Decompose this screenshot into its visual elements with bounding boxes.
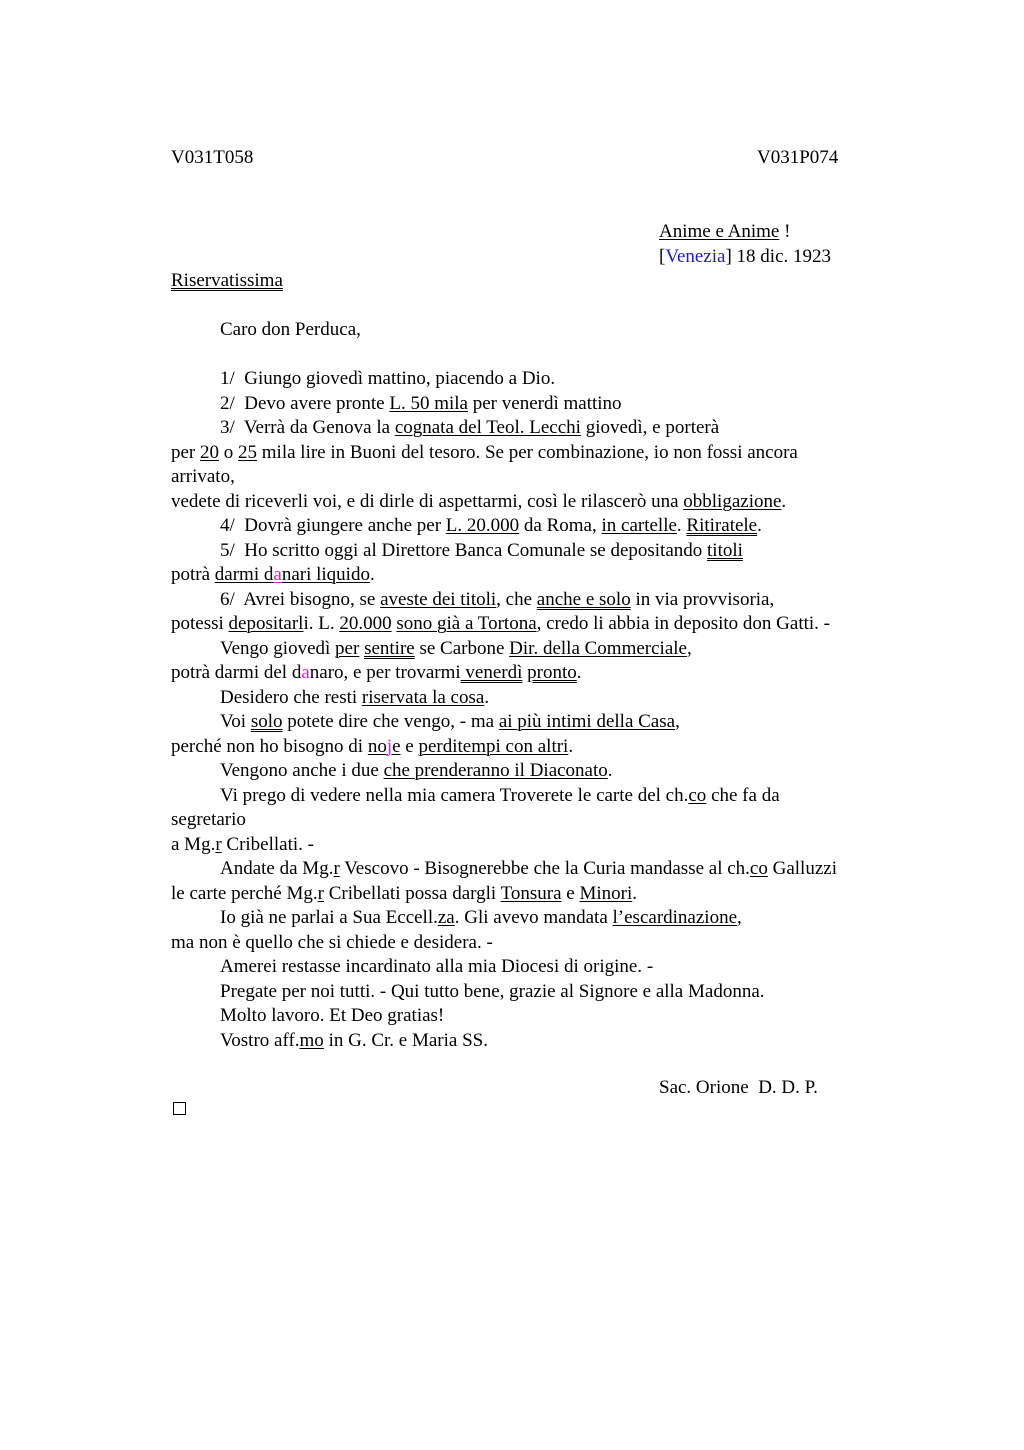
text-segment: .: [632, 882, 637, 904]
marked-text-segment: l’escardinazione: [612, 907, 737, 928]
marked-text-segment: e: [392, 735, 401, 757]
text-segment: o: [219, 441, 239, 463]
text-segment: [: [659, 245, 666, 267]
marked-text-segment: a: [273, 564, 282, 585]
text-segment: .: [369, 564, 375, 585]
text-segment: perché non ho bisogno di: [171, 735, 368, 757]
text-segment: 6/ Avrei bisogno, se: [220, 588, 381, 610]
text-segment: 2/ Devo avere pronte: [220, 392, 390, 414]
text-segment: naro, e per trovarmi: [309, 662, 461, 683]
marked-text-segment: r: [333, 858, 340, 879]
text-segment: a Mg.: [171, 833, 216, 855]
letter-body: [171, 318, 901, 1053]
text-segment: potete dire che vengo, - ma: [282, 711, 499, 732]
marked-text-segment: Tonsura: [500, 882, 562, 904]
marked-text-segment: Dir. della Commerciale: [509, 637, 687, 659]
marked-text-segment: co: [749, 858, 768, 879]
letter-line: [171, 808, 901, 833]
end-marker-square-icon: [173, 1102, 186, 1115]
text-segment: i. L.: [303, 613, 340, 634]
letter-line: [171, 955, 901, 980]
marked-text-segment: venerdì: [460, 662, 523, 683]
motto-line: [659, 220, 831, 245]
document-code-right: V031P074: [757, 147, 839, 168]
letter-line: [171, 612, 901, 637]
text-segment: 5/ Ho scritto oggi al Direttore Banca Comunale se depositando: [220, 539, 708, 561]
marked-text-segment: perditempi con altri: [418, 735, 569, 757]
marked-text-segment: titoli: [707, 539, 743, 561]
text-segment: !: [779, 221, 791, 242]
text-segment: Vostro aff.: [220, 1029, 300, 1051]
marked-text-segment: solo: [250, 711, 283, 732]
letter-line: [171, 637, 901, 662]
marked-text-segment: cognata del Teol. Lecchi: [394, 417, 581, 438]
text-segment: .: [757, 515, 762, 536]
text-segment: Pregate per noi tutti. - Qui tutto bene, grazie al Signore e alla Madonna.: [220, 980, 765, 1002]
marked-text-segment: a: [301, 662, 310, 683]
text-segment: Caro don Perduca,: [220, 319, 361, 340]
text-segment: , che: [496, 588, 537, 610]
blank-line: [171, 343, 901, 368]
text-segment: .: [484, 686, 490, 708]
marked-text-segment: Ritiratele: [686, 515, 758, 536]
text-segment: Vengono anche i due: [220, 760, 384, 781]
letter-line: [171, 441, 901, 466]
letter-title: [171, 269, 283, 294]
marked-text-segment: pronto: [527, 662, 577, 683]
text-segment: Amerei restasse incardinato alla mia Diocesi di origine. -: [220, 956, 654, 977]
text-segment: . Gli avevo mandata: [454, 907, 613, 928]
text-segment: ,: [675, 711, 680, 732]
letter-line: [171, 759, 901, 784]
letter-line: [171, 710, 901, 735]
marked-text-segment: no: [367, 735, 387, 757]
text-segment: potrà darmi del d: [171, 662, 302, 683]
marked-text-segment: 20.000: [339, 613, 392, 634]
marked-text-segment: sono già a Tortona: [396, 613, 537, 634]
text-segment: segretario: [171, 809, 246, 830]
text-segment: 4/ Dovrà giungere anche per: [220, 515, 446, 536]
document-code-left: V031T058: [171, 147, 254, 168]
marked-text-segment: per: [335, 637, 360, 659]
signature: Sac. Orione D. D. P.: [659, 1077, 818, 1098]
text-segment: in G. Cr. e Maria SS.: [323, 1029, 488, 1051]
text-segment: .: [676, 515, 687, 536]
letter-line: [171, 931, 901, 956]
marked-text-segment: depositarl: [228, 613, 304, 634]
marked-text-segment: L. 20.000: [445, 515, 520, 536]
text-segment: ,: [686, 637, 692, 659]
text-segment: mila lire in Buoni del tesoro. Se per combinazione, io non fossi ancora: [257, 441, 798, 463]
text-segment: le carte perché Mg.: [171, 882, 318, 904]
marked-text-segment: ai più intimi della Casa: [498, 711, 676, 732]
letter-line: [171, 980, 901, 1005]
marked-text-segment: Venezia: [665, 245, 726, 267]
letter-line: [171, 514, 901, 539]
text-segment: ] 18 dic. 1923: [725, 245, 832, 267]
text-segment: giovedì, e porterà: [580, 417, 720, 438]
marked-text-segment: che prenderanno il Diaconato: [383, 760, 608, 781]
letter-line: [171, 906, 901, 931]
letter-line: [171, 1004, 901, 1029]
text-segment: Molto lavoro. Et Deo gratias!: [220, 1005, 445, 1026]
marked-text-segment: 20: [200, 441, 220, 463]
letter-line: [171, 1029, 901, 1054]
text-segment: potessi: [171, 613, 229, 634]
letter-line: [171, 857, 901, 882]
place-date-line: [659, 245, 831, 270]
text-segment: potrà: [171, 564, 215, 585]
text-segment: che fa da: [706, 784, 780, 806]
letter-line: [171, 490, 901, 515]
text-segment: Io già ne parlai a Sua Eccell.: [220, 907, 438, 928]
marked-text-segment: Minori: [579, 882, 633, 904]
marked-text-segment: nari liquido: [281, 564, 370, 585]
letter-line: [171, 686, 901, 711]
text-segment: Vi prego di vedere nella mia camera Troverete le carte del ch.: [220, 784, 689, 806]
text-segment: arrivato,: [171, 466, 235, 487]
marked-text-segment: darmi d: [214, 564, 274, 585]
text-segment: da Roma,: [519, 515, 602, 536]
text-segment: Galluzzi: [767, 858, 837, 879]
marked-text-segment: riservata la cosa: [361, 686, 485, 708]
letter-line: [171, 465, 901, 490]
text-segment: se Carbone: [414, 637, 510, 659]
text-segment: ,: [737, 907, 742, 928]
marked-text-segment: in cartelle: [601, 515, 677, 536]
text-segment: Desidero che resti: [220, 686, 362, 708]
letter-line: [171, 539, 901, 564]
letter-line: [171, 392, 901, 417]
text-segment: per: [171, 441, 201, 463]
marked-text-segment: aveste dei titoli: [380, 588, 497, 610]
text-segment: .: [607, 760, 613, 781]
letter-line: [171, 588, 901, 613]
text-segment: ma non è quello che si chiede e desidera. -: [171, 931, 493, 953]
marked-text-segment: anche e solo: [536, 588, 631, 610]
marked-text-segment: j: [386, 735, 393, 757]
text-segment: , credo li abbia in deposito don Gatti. -: [536, 613, 831, 634]
heading-block: [659, 220, 831, 269]
marked-text-segment: 25: [238, 441, 258, 463]
text-segment: Voi: [220, 711, 251, 732]
text-segment: Vescovo - Bisognerebbe che la Curia mandasse al ch.: [339, 858, 750, 879]
text-segment: Vengo giovedì: [220, 637, 336, 659]
text-segment: Cribellati. -: [221, 833, 314, 855]
marked-text-segment: mo: [299, 1029, 324, 1051]
letter-line: [171, 735, 901, 760]
letter-line: [171, 833, 901, 858]
text-segment: .: [576, 662, 582, 683]
marked-text-segment: r: [215, 833, 222, 855]
text-segment: 1/ Giungo giovedì mattino, piacendo a Dio.: [220, 368, 556, 389]
letter-line: [171, 784, 901, 809]
letter-line: [171, 367, 901, 392]
letter-line: [171, 882, 901, 907]
text-segment: .: [568, 735, 574, 757]
text-segment: per venerdì mattino: [468, 392, 622, 414]
marked-text-segment: sentire: [364, 637, 415, 659]
text-segment: .: [781, 490, 787, 512]
marked-text-segment: r: [317, 882, 324, 904]
marked-text-segment: Anime e Anime: [659, 221, 780, 242]
text-segment: vedete di riceverli voi, e di dirle di aspettarmi, così le rilascerò una: [171, 490, 684, 512]
text-segment: in via provvisoria,: [630, 588, 775, 610]
marked-text-segment: co: [688, 784, 707, 806]
text-segment: e: [400, 735, 419, 757]
text-segment: Cribellati possa dargli: [323, 882, 501, 904]
letter-line: [171, 661, 901, 686]
marked-text-segment: Riservatissima: [171, 270, 283, 291]
letter-line: [171, 416, 901, 441]
text-segment: Andate da Mg.: [220, 858, 334, 879]
marked-text-segment: L. 50 mila: [389, 392, 468, 414]
text-segment: 3/ Verrà da Genova la: [220, 417, 395, 438]
marked-text-segment: za: [437, 907, 455, 928]
text-segment: e: [561, 882, 580, 904]
letter-line: [171, 318, 901, 343]
marked-text-segment: obbligazione: [683, 490, 782, 512]
letter-line: [171, 563, 901, 588]
